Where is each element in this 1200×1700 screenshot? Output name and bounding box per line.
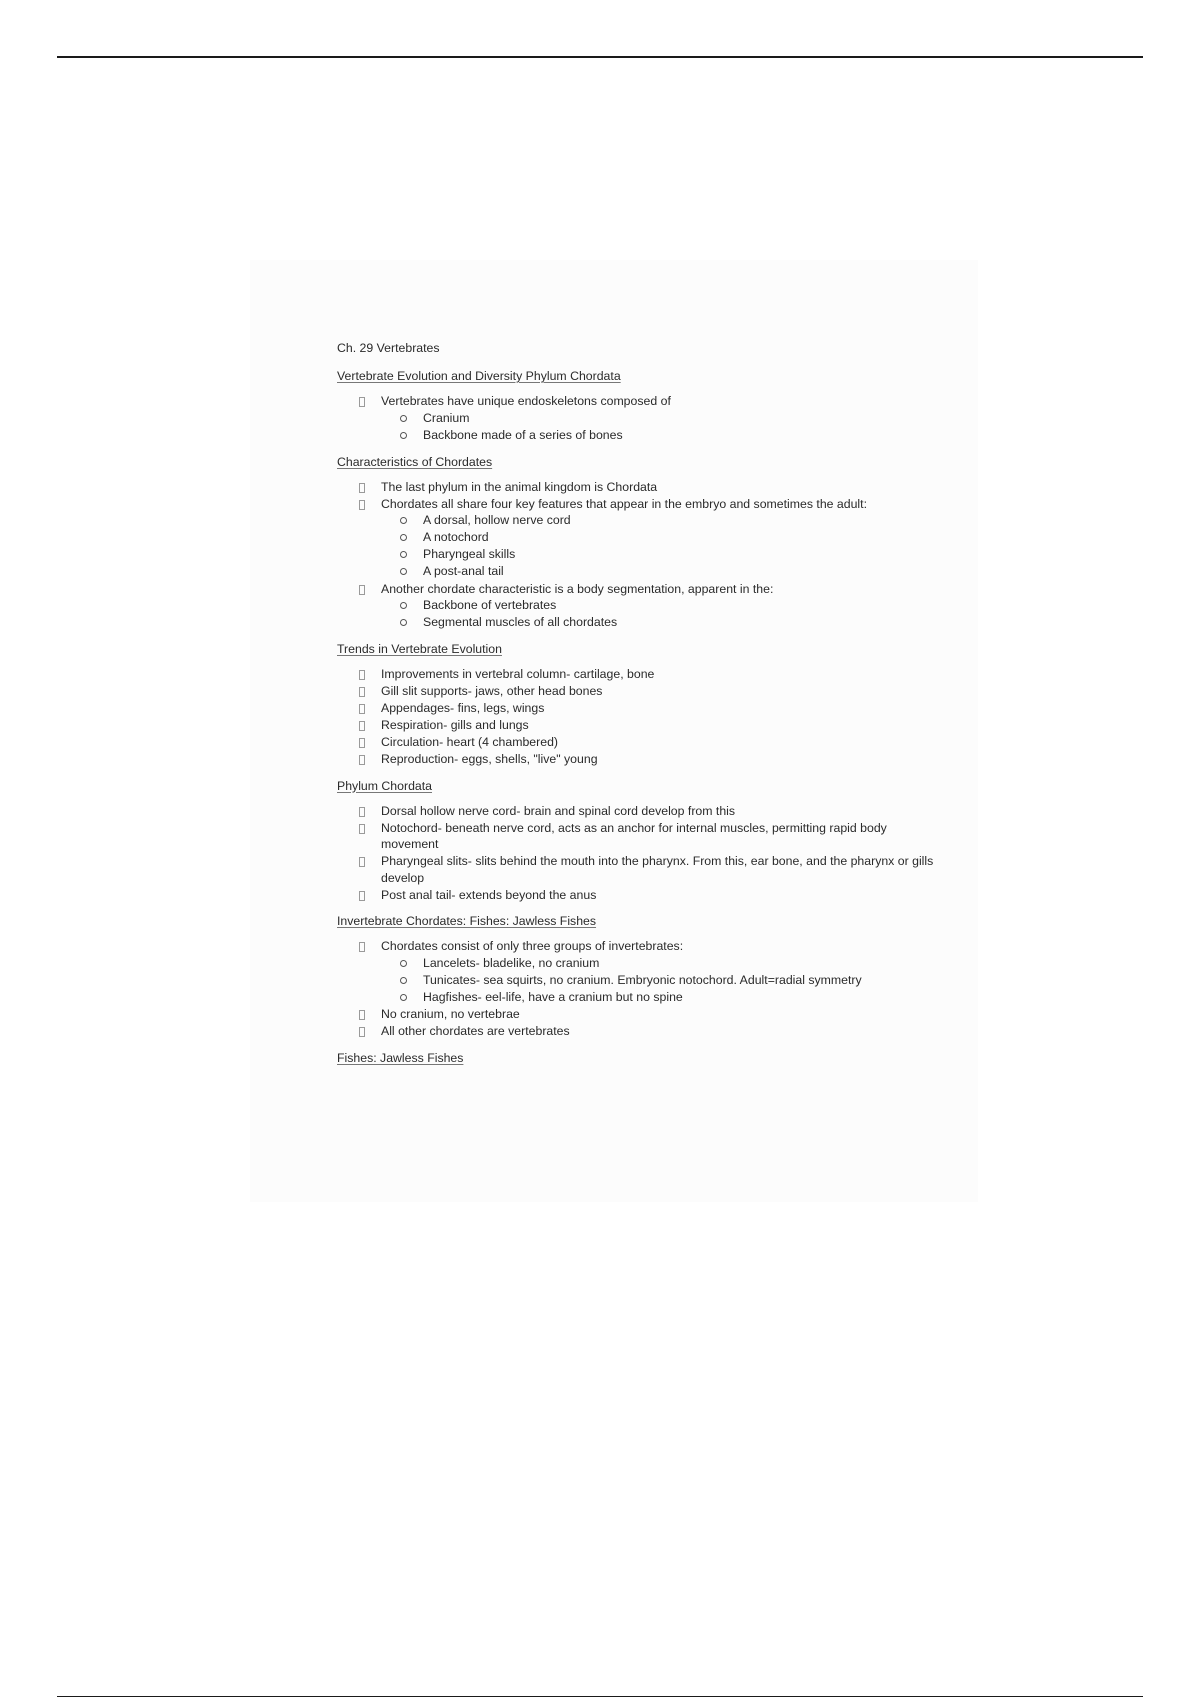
bullet-list <box>337 938 937 1040</box>
section <box>337 641 937 768</box>
list-item <box>337 803 937 820</box>
list-item <box>337 393 937 444</box>
circle-bullet-icon <box>400 517 407 524</box>
bullet-icon <box>359 891 365 901</box>
list-item-text: The last phylum in the animal kingdom is Chordata <box>381 479 658 494</box>
list-item <box>337 1023 937 1040</box>
bullet-icon <box>359 857 365 867</box>
bullet-icon <box>359 807 365 817</box>
bullet-icon <box>359 687 365 697</box>
bullet-icon <box>359 824 365 834</box>
bullet-icon <box>359 397 365 407</box>
list-item <box>337 1006 937 1023</box>
bottom-rule <box>57 1696 1143 1697</box>
sub-list-item <box>337 529 937 546</box>
bullet-list <box>337 479 937 632</box>
sub-list <box>381 597 937 631</box>
section-heading: Phylum Chordata <box>337 778 433 793</box>
sub-list-item <box>337 410 937 427</box>
sub-list-item <box>337 546 937 563</box>
section <box>337 778 937 904</box>
list-item <box>337 479 937 496</box>
circle-bullet-icon <box>400 960 407 967</box>
top-rule <box>57 56 1143 58</box>
section-heading: Characteristics of Chordates <box>337 454 493 469</box>
circle-bullet-icon <box>400 568 407 575</box>
document-content <box>337 340 937 1077</box>
sections-container <box>337 368 937 1067</box>
section <box>337 913 937 1040</box>
list-item <box>337 734 937 751</box>
bullet-icon <box>359 500 365 510</box>
list-item <box>337 853 937 886</box>
list-item-text: No cranium, no vertebrae <box>381 1007 520 1021</box>
sub-list-item-text: Pharyngeal skills <box>423 547 516 561</box>
circle-bullet-icon <box>400 602 407 609</box>
bullet-icon <box>359 738 365 748</box>
list-item-text: Notochord- beneath nerve cord, acts as an anchor for internal muscles, permitting rapid body movement <box>381 820 887 851</box>
list-item-text: All other chordates are vertebrates <box>381 1024 570 1038</box>
sub-list-item-text: Backbone made of a series of bones <box>423 427 623 442</box>
sub-list <box>381 410 937 444</box>
section-heading: Invertebrate Chordates: Fishes: Jawless Fishes <box>337 914 597 928</box>
list-item <box>337 700 937 717</box>
sub-list-item-text: Lancelets- bladelike, no cranium <box>423 955 600 970</box>
list-item <box>337 938 937 1006</box>
sub-list-item <box>337 955 937 972</box>
list-item-text: Gill slit supports- jaws, other head bones <box>381 684 603 698</box>
circle-bullet-icon <box>400 415 407 422</box>
list-item-text: Another chordate characteristic is a body segmentation, apparent in the: <box>381 581 774 596</box>
list-item-text: Improvements in vertebral column- cartilage, bone <box>381 667 655 681</box>
sub-list-item <box>337 563 937 580</box>
list-item-text: Chordates all share four key features that appear in the embryo and sometimes the adult: <box>381 496 867 511</box>
list-item <box>337 820 937 853</box>
sub-list <box>381 512 937 580</box>
circle-bullet-icon <box>400 977 407 984</box>
bullet-icon <box>359 670 365 680</box>
circle-bullet-icon <box>400 551 407 558</box>
sub-list-item <box>337 972 937 989</box>
bullet-icon <box>359 942 365 952</box>
bullet-icon <box>359 755 365 765</box>
document-title: Ch. 29 Vertebrates <box>337 341 440 355</box>
list-item <box>337 751 937 768</box>
sub-list-item-text: Segmental muscles of all chordates <box>423 615 618 629</box>
list-item-text: Circulation- heart (4 chambered) <box>381 735 559 749</box>
list-item <box>337 496 937 581</box>
sub-list-item-text: A post-anal tail <box>423 564 504 578</box>
list-item-text: Vertebrates have unique endoskeletons composed of <box>381 394 671 408</box>
circle-bullet-icon <box>400 432 407 439</box>
bullet-icon <box>359 1010 365 1020</box>
bullet-icon <box>359 1027 365 1037</box>
list-item-text: Post anal tail- extends beyond the anus <box>381 887 597 902</box>
section-heading: Fishes: Jawless Fishes <box>337 1050 464 1065</box>
sub-list-item-text: A notochord <box>423 530 489 544</box>
list-item-text: Pharyngeal slits- slits behind the mouth into the pharynx. From this, ear bone, and the pharynx or gills develop <box>381 854 934 885</box>
sub-list-item-text: Backbone of vertebrates <box>423 598 557 612</box>
bullet-icon <box>359 704 365 714</box>
list-item <box>337 683 937 700</box>
sub-list-item <box>337 597 937 614</box>
list-item <box>337 887 937 904</box>
circle-bullet-icon <box>400 534 407 541</box>
sub-list-item-text: Tunicates- sea squirts, no cranium. Embryonic notochord. Adult=radial symmetry <box>423 972 862 987</box>
bullet-icon <box>359 721 365 731</box>
sub-list-item <box>337 614 937 631</box>
bullet-icon <box>359 483 365 493</box>
sub-list-item <box>337 512 937 529</box>
bullet-icon <box>359 585 365 595</box>
list-item-text: Dorsal hollow nerve cord- brain and spinal cord develop from this <box>381 803 736 818</box>
section-heading: Vertebrate Evolution and Diversity Phylum Chordata <box>337 369 621 383</box>
sub-list-item <box>337 427 937 444</box>
list-item <box>337 717 937 734</box>
sub-list-item-text: Cranium <box>423 410 470 425</box>
list-item-text: Reproduction- eggs, shells, "live" young <box>381 752 598 766</box>
sub-list-item <box>337 989 937 1006</box>
circle-bullet-icon <box>400 619 407 626</box>
sub-list <box>381 955 937 1006</box>
section <box>337 454 937 632</box>
circle-bullet-icon <box>400 994 407 1001</box>
list-item <box>337 581 937 632</box>
sub-list-item-text: Hagfishes- eel-life, have a cranium but no spine <box>423 989 683 1004</box>
section <box>337 368 937 444</box>
section <box>337 1050 937 1067</box>
bullet-list <box>337 803 937 904</box>
bullet-list <box>337 666 937 768</box>
list-item-text: Respiration- gills and lungs <box>381 718 529 732</box>
list-item <box>337 666 937 683</box>
sub-list-item-text: A dorsal, hollow nerve cord <box>423 513 571 527</box>
section-heading: Trends in Vertebrate Evolution <box>337 642 502 656</box>
bullet-list <box>337 393 937 444</box>
list-item-text: Appendages- fins, legs, wings <box>381 701 545 715</box>
list-item-text: Chordates consist of only three groups of invertebrates: <box>381 939 684 953</box>
